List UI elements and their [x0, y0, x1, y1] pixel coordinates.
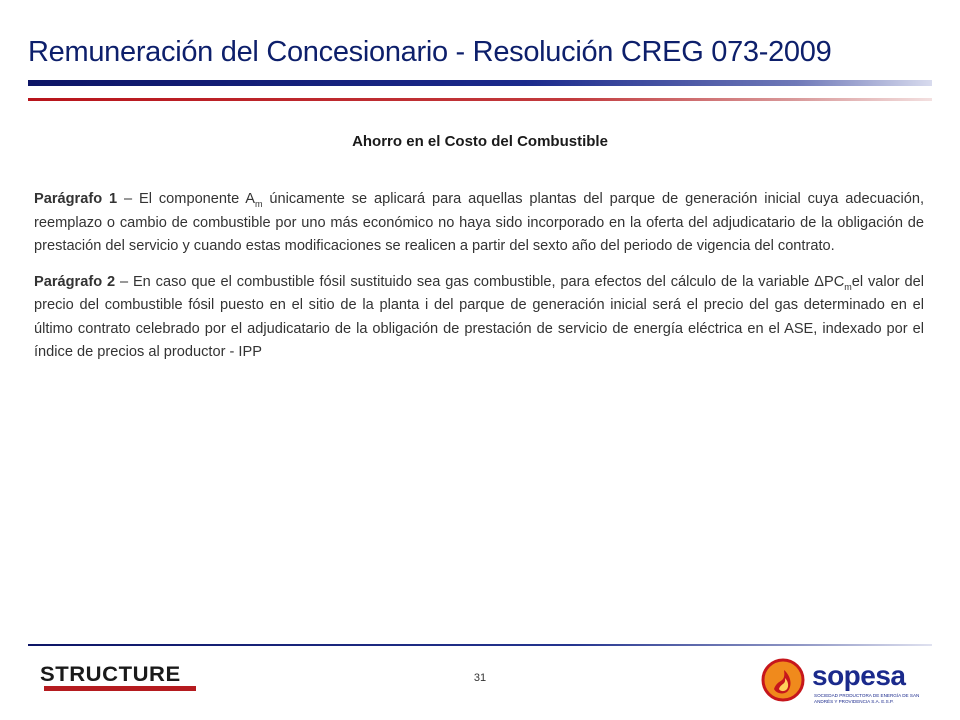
sopesa-logo [760, 656, 930, 706]
section-subtitle: Ahorro en el Costo del Combustible [352, 133, 608, 150]
sopesa-logo-tagline: SOCIEDAD PRODUCTORA DE ENERGÍA DE SAN ANDRÉS Y PROVIDENCIA S.A. E.S.P. [814, 693, 920, 704]
structure-logo-bar [44, 686, 196, 691]
paragraph-1 [34, 188, 924, 259]
sopesa-logo-text: sopesa [812, 660, 906, 691]
paragraph-1-text-after: únicamente se aplicará para aquellas plantas del parque de generación inicial cuya adecuación, reemplazo o cambio de combustible por uno más económico no haya sido incorporado en la oferta del adjudicatario de la obligación de prestación del servicio y cuando estas modificaciones se realicen a partir del sexto año del periodo de vigencia del contrato. [34, 191, 925, 254]
body-content [34, 188, 924, 365]
footer-rule [28, 644, 932, 646]
paragraph-2-subscript: m [844, 281, 852, 292]
page-title: Remuneración del Concesionario - Resolución CREG 073-2009 [28, 36, 832, 68]
paragraph-2 [34, 271, 924, 365]
paragraph-1-subscript: m [255, 198, 263, 209]
sopesa-flame-icon [760, 656, 806, 702]
header-rule-blue [28, 80, 932, 86]
structure-logo-text: STRUCTURE [40, 663, 181, 686]
header-rule-red [28, 98, 932, 101]
paragraph-1-label: Parágrafo 1 [34, 191, 118, 207]
paragraph-2-label: Parágrafo 2 [34, 273, 116, 290]
page-number: 31 [473, 672, 487, 684]
paragraph-2-text-before: – En caso que el combustible fósil sustituido sea gas combustible, para efectos del cálculo de la variable ΔPC [115, 273, 845, 290]
paragraph-2-text-after: el valor del precio del combustible fósil puesto en el sitio de la planta i del parque de generación inicial será el precio del gas determinado en el último contrato celebrado por el adjudicatario de la obligación de prestación de servicio de energía eléctrica en el ASE, indexado por el índice de precios al productor - IPP [34, 273, 924, 360]
paragraph-1-text-before: – El componente A [117, 191, 256, 207]
